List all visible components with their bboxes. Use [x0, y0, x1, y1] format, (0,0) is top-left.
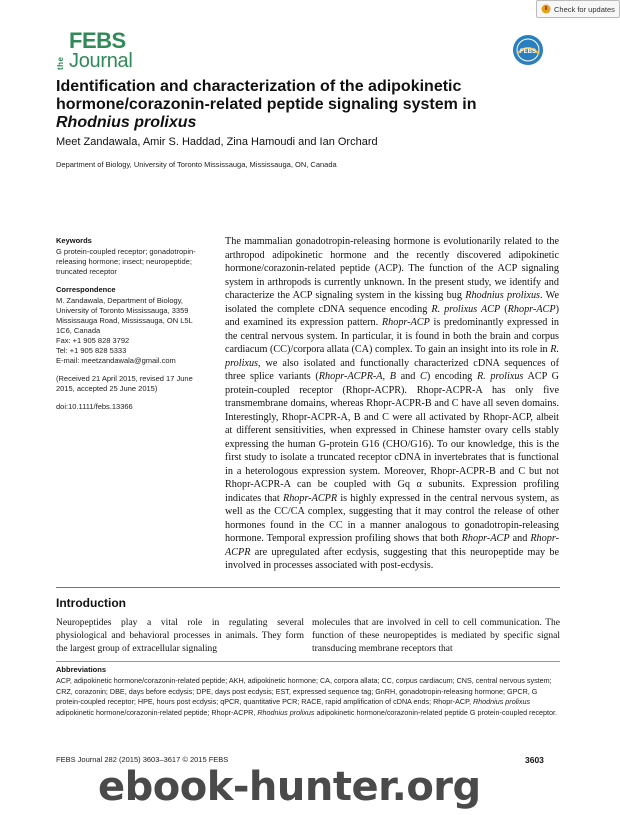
- abbreviations-divider: [56, 661, 560, 662]
- abstract-italic: R. prolixus: [476, 371, 524, 382]
- update-icon: [541, 4, 551, 14]
- febs-emblem-icon: [512, 34, 544, 66]
- abstract-text: and: [395, 371, 421, 382]
- doi-link[interactable]: doi:10.1111/febs.13366: [56, 402, 133, 411]
- correspondence-line: University of Toronto Mississauga, 3359: [56, 306, 189, 315]
- abbreviations-part: ACP, adipokinetic hormone/corazonin-related peptide; AKH, adipokinetic hormone; CA, corpora allata; CC, corpus cardiacum; CNS, central nervous system; CRZ, corazonin; DBE, days before ecdysis; DPE, days post ecdysis; EST, expressed sequence tag; GnRH, gonadotropin-releasing hormone; GPCR, G protein-coupled receptor; HPE, hours post ecdysis; qPCR, quantitative PCR; RACE, rapid amplification of cDNA ends; Rhopr-ACP,: [56, 676, 552, 706]
- article-title: [56, 78, 556, 132]
- watermark: ebook-hunter.org: [98, 764, 481, 810]
- abstract-italic: Rhopr-ACP: [507, 303, 556, 315]
- emblem-text: FEBS: [519, 49, 537, 55]
- abstract-italic: Rhodnius prolixus: [465, 290, 541, 301]
- logo-journal: Journal: [69, 50, 133, 72]
- abstract-italic: Rhopr-ACP: [381, 317, 430, 328]
- affiliation: Department of Biology, University of Toronto Mississauga, Mississauga, ON, Canada: [56, 160, 337, 169]
- abstract-italic: Rhopr-ACPR: [282, 492, 338, 504]
- introduction-heading: Introduction: [56, 596, 126, 610]
- check-for-updates-button[interactable]: [536, 0, 620, 18]
- keywords-text: G protein-coupled receptor; gonadotropin-releasing hormone; insect; neuropeptide; truncated receptor: [56, 247, 196, 276]
- keywords-heading: Keywords: [56, 236, 92, 245]
- footer-citation: FEBS Journal 282 (2015) 3603–3617 © 2015 FEBS: [56, 755, 229, 764]
- abstract-text: (: [500, 303, 508, 315]
- abstract-text: are upregulated after ecdysis, suggesting that this neuropeptide may be involved in processes associated with post-ecdysis.: [225, 546, 559, 571]
- abstract-italic: Rhopr-ACPR-A, B: [318, 371, 396, 382]
- page-number: 3603: [525, 755, 544, 765]
- keywords-block: [56, 236, 206, 277]
- correspondence-line: Tel: +1 905 828 5333: [56, 346, 127, 355]
- abbreviations-italic: Rhodnius prolixus: [257, 707, 315, 717]
- abstract-text: , we also isolated and functionally characterized cDNA sequences of three splice variants (: [225, 357, 559, 382]
- check-for-updates-label: Check for updates: [554, 4, 615, 14]
- abstract: [225, 235, 559, 573]
- abstract-text: is highly expressed in the central nervous system, as well as the CC/CA complex, suggesting that it may control the release of other hormones found in the CC in a manner analogous to gonadotropin-releasing hormone. Temporal expression profiling shows that both: [225, 492, 559, 544]
- correspondence-email[interactable]: E-mail: meetzandawala@gmail.com: [56, 356, 176, 365]
- title-line-2: hormone/corazonin-related peptide signaling system in: [56, 96, 477, 113]
- abstract-italic: C: [420, 371, 427, 382]
- introduction-column-right: molecules that are involved in cell to cell communication. The function of these neuropeptides is mediated by specific signal transducing membrane receptors that: [312, 618, 560, 654]
- abbreviations-italic: Rhodnius prolixus: [472, 697, 531, 706]
- abstract-text: is predominantly expressed in the central nervous system. In particular, it is found in both the brain and corpus cardiacum (CC)/corpora allata (CA) complex. To gain an insight into its role in: [225, 317, 559, 355]
- correspondence-line: 1C6, Canada: [56, 326, 101, 335]
- abbreviations-part: adipokinetic hormone/corazonin-related peptide G protein-coupled receptor.: [314, 707, 558, 717]
- abbreviations-heading: Abbreviations: [56, 665, 107, 674]
- abbreviations-part: adipokinetic hormone/corazonin-related peptide; Rhopr-ACPR,: [56, 707, 258, 717]
- logo-febs: FEBS: [69, 28, 126, 53]
- abstract-italic: Rhopr-ACPR: [225, 533, 559, 558]
- abstract-text: and: [509, 533, 531, 544]
- correspondence-block: [56, 285, 206, 366]
- abstract-text: . We isolated the complete cDNA sequence encoding: [225, 290, 559, 315]
- section-divider: [56, 587, 560, 588]
- title-line-1: Identification and characterization of the adipokinetic: [56, 78, 462, 95]
- introduction-column-left: Neuropeptides play a vital role in regulating several physiological and behavioral processes in animals. They form the largest group of extracellular signaling: [56, 618, 304, 654]
- abstract-italic: R. prolixus ACP: [431, 303, 501, 315]
- logo-the: the: [56, 56, 65, 70]
- author-list: Meet Zandawala, Amir S. Haddad, Zina Hamoudi and Ian Orchard: [56, 136, 378, 148]
- abstract-italic: Rhopr-ACP: [461, 533, 510, 544]
- correspondence-line: Fax: +1 905 828 3792: [56, 336, 130, 345]
- abstract-text: ACP G protein-coupled receptor (Rhopr-ACPR). Rhopr-ACPR-A has only five transmembrane domains, whereas Rhopr-ACPR-B and C have all seven domains. Interestingly, Rhopr-ACPR-A, B and C were all activated by Rhopr-ACP, albeit at different sensitivities, when expressed in Chinese hamster ovary cells stably expressing the human G-protein G16 (CHO/G16). To our knowledge, this is the first study to isolate a truncated receptor cDNA in invertebrates that is functional in a heterologous expression system. Moreover, Rhopr-ACPR-B and C but not Rhopr-ACPR-A can be coupled with Gq α subunits. Expression profiling indicates that: [225, 371, 559, 504]
- received-dates: (Received 21 April 2015, revised 17 June 2015, accepted 25 June 2015): [56, 374, 193, 393]
- abbreviations-text: [56, 676, 560, 718]
- title-species: Rhodnius prolixus: [56, 114, 197, 131]
- correspondence-heading: Correspondence: [56, 285, 116, 294]
- correspondence-line: M. Zandawala, Department of Biology,: [56, 296, 184, 305]
- abstract-text: ) and examined its expression pattern.: [225, 303, 559, 328]
- abstract-text: ) encoding: [426, 371, 477, 382]
- febs-journal-logo: [56, 30, 146, 74]
- abstract-text: The mammalian gonadotropin-releasing hormone is evolutionarily related to the arthropod adipokinetic hormone and the recently discovered adipokinetic hormone/corazonin-related peptide (ACP). The function of the ACP signaling system in arthropods is currently unknown. In the present study, we identify and characterize the ACP signaling system in the kissing bug: [225, 236, 559, 301]
- article-sidebar: [56, 236, 206, 420]
- correspondence-line: Mississauga Road, Mississauga, ON L5L: [56, 316, 193, 325]
- abstract-italic: R. prolixus: [225, 344, 559, 369]
